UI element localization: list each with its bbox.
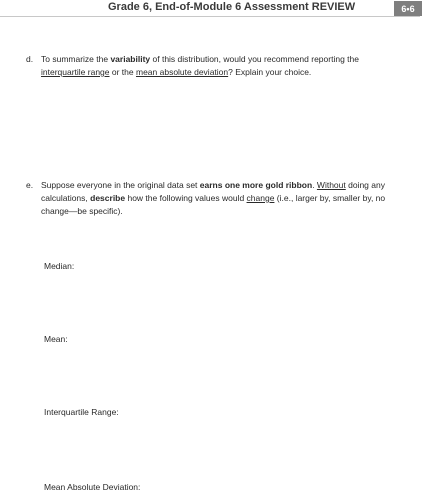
text: of this distribution, would you recommend reporting the bbox=[150, 54, 359, 64]
text: doing any bbox=[345, 180, 385, 190]
question-d-letter: d. bbox=[26, 54, 34, 64]
underlined-without: Without bbox=[316, 180, 346, 190]
page-header bbox=[0, 0, 440, 18]
header-divider bbox=[0, 16, 420, 17]
bold-describe: describe bbox=[90, 193, 126, 203]
bold-ribbon: earns one more gold ribbon bbox=[199, 180, 313, 190]
question-e-line-2 bbox=[41, 192, 385, 205]
text: change—be specific). bbox=[41, 206, 123, 216]
question-d bbox=[26, 53, 426, 83]
underlined-change: change bbox=[246, 193, 275, 203]
question-d-line-1 bbox=[41, 53, 359, 66]
text: calculations, bbox=[41, 193, 91, 203]
question-d-text bbox=[41, 53, 359, 79]
question-d-line-2 bbox=[41, 66, 359, 79]
text: . bbox=[312, 180, 317, 190]
underlined-mad: mean absolute deviation bbox=[135, 67, 229, 77]
underlined-iqr: interquartile range bbox=[41, 67, 110, 77]
median-label: Median: bbox=[44, 261, 75, 271]
question-e-line-3 bbox=[41, 205, 385, 218]
question-e-letter: e. bbox=[26, 180, 34, 190]
question-e-text bbox=[41, 179, 385, 218]
document-title: Grade 6, End-of-Module 6 Assessment REVIEW bbox=[108, 1, 356, 13]
text: or the bbox=[109, 67, 136, 77]
question-e-line-1 bbox=[41, 179, 385, 192]
text: Suppose everyone in the original data set bbox=[41, 180, 200, 190]
text: (i.e., larger by, smaller by, no bbox=[274, 193, 386, 203]
mean-label: Mean: bbox=[44, 334, 68, 344]
module-badge: 6•6 bbox=[394, 1, 422, 16]
bold-variability: variability bbox=[110, 54, 151, 64]
question-e bbox=[26, 179, 426, 223]
mad-label: Mean Absolute Deviation: bbox=[44, 482, 141, 492]
text: To summarize the bbox=[41, 54, 111, 64]
text: how the following values would bbox=[125, 193, 247, 203]
text: ? Explain your choice. bbox=[228, 67, 312, 77]
iqr-label: Interquartile Range: bbox=[44, 407, 119, 417]
